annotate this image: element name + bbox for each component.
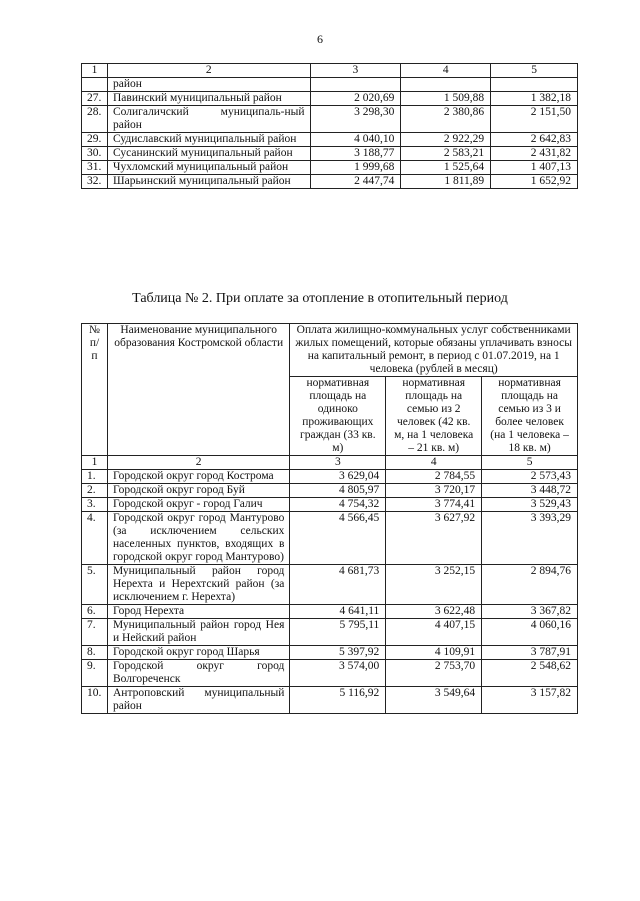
row-value-5: 1 407,13 — [491, 161, 578, 175]
row-number: 28. — [82, 106, 108, 133]
header-name: Наименование муниципального образования Костромской области — [107, 324, 289, 456]
table-row — [82, 133, 578, 147]
row-name: Городской округ город Буй — [107, 484, 289, 498]
header-col4: нормативная площадь на семью из 2 человек (42 кв. м, на 1 человека – 21 кв. м) — [386, 377, 482, 456]
row-value-3: 5 795,11 — [290, 619, 386, 646]
continuation-text: район — [107, 78, 310, 92]
row-name: Муниципальный район город Нея и Нейский район — [107, 619, 289, 646]
row-name: Шарьинский муниципальный район — [107, 175, 310, 189]
row-value-3: 3 188,77 — [310, 147, 401, 161]
row-value-3: 5 116,92 — [290, 687, 386, 714]
row-value-4: 2 922,29 — [401, 133, 491, 147]
row-number: 2. — [82, 484, 108, 498]
row-value-5: 3 529,43 — [482, 498, 578, 512]
row-name: Чухломский муниципальный район — [107, 161, 310, 175]
row-value-3: 5 397,92 — [290, 646, 386, 660]
table-caption: Таблица № 2. При оплате за отопление в отопительный период — [132, 291, 508, 306]
row-number: 30. — [82, 147, 108, 161]
header-num: № п/п — [82, 324, 108, 456]
row-number: 9. — [82, 660, 108, 687]
row-value-4: 4 407,15 — [386, 619, 482, 646]
header-row — [82, 324, 578, 377]
row-value-4: 2 784,55 — [386, 470, 482, 484]
row-value-4: 2 380,86 — [401, 106, 491, 133]
table-continued — [81, 63, 578, 189]
row-number: 27. — [82, 92, 108, 106]
row-value-4: 1 509,88 — [401, 92, 491, 106]
table-row — [82, 565, 578, 605]
row-number: 29. — [82, 133, 108, 147]
row-number: 6. — [82, 605, 108, 619]
table-row — [82, 106, 578, 133]
row-name: Судиславский муниципальный район — [107, 133, 310, 147]
row-name: Городской округ город Волгореченск — [107, 660, 289, 687]
row-value-5: 3 448,72 — [482, 484, 578, 498]
row-name: Город Нерехта — [107, 605, 289, 619]
row-value-3: 4 805,97 — [290, 484, 386, 498]
row-name: Солигаличский муниципаль-ный район — [107, 106, 310, 133]
table-row — [82, 78, 578, 92]
row-value-4: 3 774,41 — [386, 498, 482, 512]
table-row — [82, 498, 578, 512]
row-name: Павинский муниципальный район — [107, 92, 310, 106]
header-group: Оплата жилищно-коммунальных услуг собственниками жилых помещений, которые обязаны уплачивать взносы на капитальный ремонт, в период с 01.07.2019, на 1 человека (рублей в месяц) — [290, 324, 578, 377]
row-value-5: 2 573,43 — [482, 470, 578, 484]
row-value-5: 3 393,29 — [482, 512, 578, 565]
row-number: 3. — [82, 498, 108, 512]
row-number: 31. — [82, 161, 108, 175]
row-value-5: 1 652,92 — [491, 175, 578, 189]
row-value-4: 3 549,64 — [386, 687, 482, 714]
row-value-4: 3 720,17 — [386, 484, 482, 498]
table-row — [82, 175, 578, 189]
row-number: 8. — [82, 646, 108, 660]
row-value-5: 2 894,76 — [482, 565, 578, 605]
table-row — [82, 484, 578, 498]
header-col3: нормативная площадь на одиноко проживающих граждан (33 кв. м) — [290, 377, 386, 456]
table-row — [82, 470, 578, 484]
page-number: 6 — [317, 32, 323, 46]
row-name: Городской округ - город Галич — [107, 498, 289, 512]
colnum: 4 — [401, 64, 491, 78]
header-col5: нормативная площадь на семью из 3 и более человек (на 1 человека – 18 кв. м) — [482, 377, 578, 456]
table-row — [82, 161, 578, 175]
row-number: 7. — [82, 619, 108, 646]
row-name: Сусанинский муниципальный район — [107, 147, 310, 161]
row-value-5: 1 382,18 — [491, 92, 578, 106]
row-value-3: 2 447,74 — [310, 175, 401, 189]
colnum: 2 — [107, 64, 310, 78]
row-value-5: 2 642,83 — [491, 133, 578, 147]
table-row — [82, 646, 578, 660]
row-value-5: 3 787,91 — [482, 646, 578, 660]
table-row — [82, 619, 578, 646]
table-row — [82, 512, 578, 565]
colnum: 1 — [82, 456, 108, 470]
colnum-row — [82, 456, 578, 470]
row-value-4: 3 622,48 — [386, 605, 482, 619]
colnum: 3 — [310, 64, 401, 78]
colnum: 3 — [290, 456, 386, 470]
row-value-4: 2 583,21 — [401, 147, 491, 161]
row-name: Антроповский муниципальный район — [107, 687, 289, 714]
row-number: 32. — [82, 175, 108, 189]
row-value-3: 4 040,10 — [310, 133, 401, 147]
row-name: Городской округ город Мантурово (за исключением сельских населенных пунктов, входящих в городской округ город Мантурово) — [107, 512, 289, 565]
row-value-4: 1 811,89 — [401, 175, 491, 189]
row-number: 5. — [82, 565, 108, 605]
colnum: 1 — [82, 64, 108, 78]
row-value-4: 4 109,91 — [386, 646, 482, 660]
row-value-3: 3 574,00 — [290, 660, 386, 687]
row-value-3: 1 999,68 — [310, 161, 401, 175]
row-name: Городской округ город Шарья — [107, 646, 289, 660]
table-row — [82, 660, 578, 687]
row-value-5: 2 548,62 — [482, 660, 578, 687]
table1-header-row — [82, 64, 578, 78]
table-row — [82, 605, 578, 619]
row-value-5: 4 060,16 — [482, 619, 578, 646]
row-value-5: 2 151,50 — [491, 106, 578, 133]
row-value-5: 2 431,82 — [491, 147, 578, 161]
row-value-5: 3 157,82 — [482, 687, 578, 714]
row-value-3: 4 566,45 — [290, 512, 386, 565]
colnum: 5 — [482, 456, 578, 470]
row-value-3: 2 020,69 — [310, 92, 401, 106]
row-value-3: 4 641,11 — [290, 605, 386, 619]
table-heating — [81, 323, 578, 714]
row-value-3: 4 754,32 — [290, 498, 386, 512]
row-number: 10. — [82, 687, 108, 714]
row-value-4: 1 525,64 — [401, 161, 491, 175]
table-row — [82, 92, 578, 106]
row-name: Муниципальный район город Нерехта и Нерехтский район (за исключением г. Нерехта) — [107, 565, 289, 605]
row-value-3: 3 298,30 — [310, 106, 401, 133]
colnum: 4 — [386, 456, 482, 470]
row-value-4: 3 252,15 — [386, 565, 482, 605]
row-value-3: 4 681,73 — [290, 565, 386, 605]
row-value-5: 3 367,82 — [482, 605, 578, 619]
table-row — [82, 687, 578, 714]
row-number: 1. — [82, 470, 108, 484]
row-value-4: 3 627,92 — [386, 512, 482, 565]
colnum: 5 — [491, 64, 578, 78]
row-value-4: 2 753,70 — [386, 660, 482, 687]
colnum: 2 — [107, 456, 289, 470]
row-number: 4. — [82, 512, 108, 565]
row-value-3: 3 629,04 — [290, 470, 386, 484]
row-name: Городской округ город Кострома — [107, 470, 289, 484]
table-row — [82, 147, 578, 161]
